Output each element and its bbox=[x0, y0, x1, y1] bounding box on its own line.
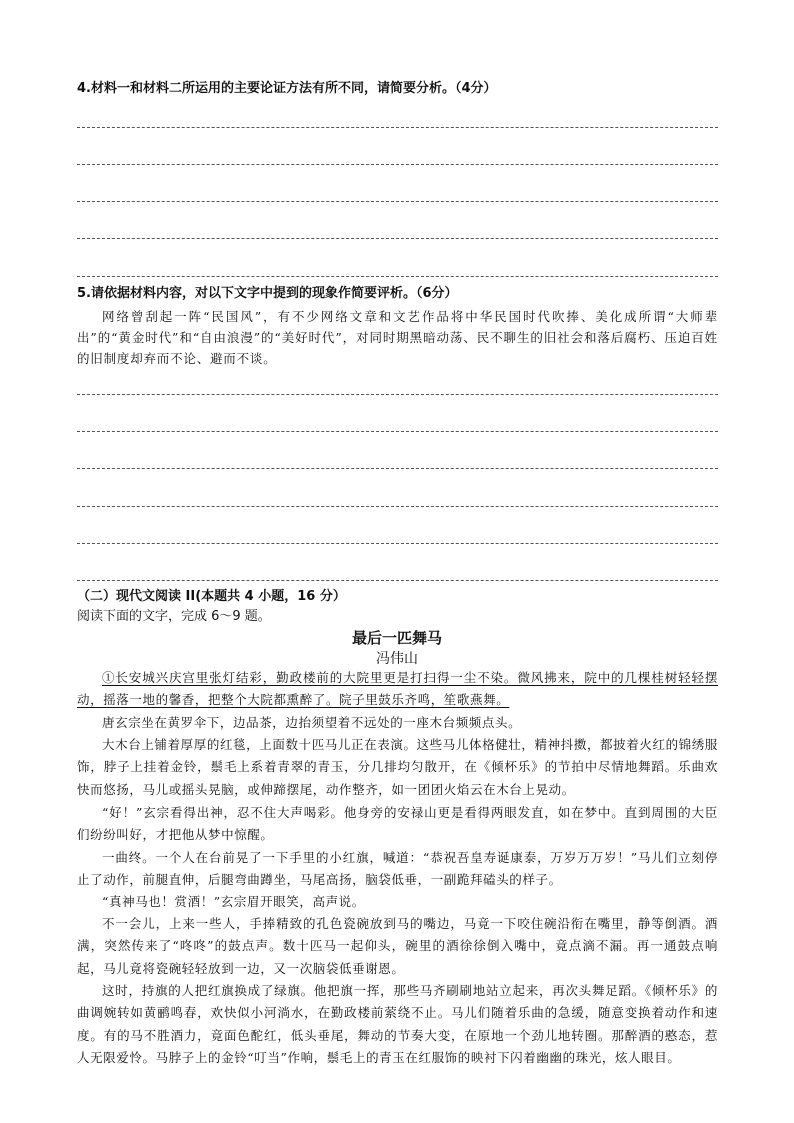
story-paragraph-3: 大木台上铺着厚厚的红毯，上面数十匹马儿正在表演。这些马儿体格健壮，精神抖擞，都披着火红的锦绣服饰，脖子上挂着金铃，鬃毛上系着青翠的青玉，分几排均匀散开，在《倾杯乐》的节拍中尽情地舞蹈。乐曲欢快而悠扬，马儿或摇头晃脑，或伸蹄摆尾，动作整齐，如一团团火焰云在木台上晃动。 bbox=[77, 737, 718, 797]
story-paragraph-4: “好！”玄宗看得出神，忍不住大声喝彩。他身旁的安禄山更是看得两眼发直，如在梦中。直到周围的大臣们纷纷叫好，才把他从梦中惊醒。 bbox=[77, 805, 718, 843]
answer-line bbox=[77, 164, 718, 165]
story-title: 最后一匹舞马 bbox=[351, 629, 442, 647]
story-paragraph-1 bbox=[77, 667, 718, 712]
question-4: 4.材料一和材料二所运用的主要论证方法有所不同，请简要分析。（4分） bbox=[77, 81, 497, 96]
answer-line bbox=[77, 201, 718, 202]
answer-line bbox=[77, 543, 718, 544]
story-paragraph-6: “真神马也！赏酒！”玄宗眉开眼笑，高声说。 bbox=[102, 894, 365, 909]
section-heading: （二）现代文阅读 II(本题共 4 小题，16 分） bbox=[77, 589, 346, 604]
answer-line bbox=[77, 431, 718, 432]
underlined-passage: ①长安城兴庆宫里张灯结彩，勤政楼前的大院里更是打扫得一尘不染。微风拂来，院中的几棵桂树轻轻摆动，摇落一地的馨香，把整个大院都熏醉了。院子里鼓乐齐鸣，笙歌燕舞。 bbox=[77, 670, 718, 708]
section-instruction: 阅读下面的文字，完成 6～9 题。 bbox=[77, 609, 271, 624]
answer-line bbox=[77, 394, 718, 395]
answer-line bbox=[77, 506, 718, 507]
story-author: 冯伟山 bbox=[376, 651, 418, 667]
story-paragraph-5: 一曲终。一个人在台前晃了一下手里的小红旗，喊道：“恭祝吾皇寿诞康泰，万岁万万岁！”马儿们立刻停止了动作，前腿直伸，后腿弯曲蹲坐，马尾高扬，脑袋低垂，一副跪拜磕头的样子。 bbox=[77, 850, 718, 888]
story-paragraph-8: 这时，持旗的人把红旗换成了绿旗。他把旗一挥，那些马齐刷刷地站立起来，再次头舞足蹈。《倾杯乐》的曲调婉转如黄鹂鸣春，欢快似小河淌水，在勤政楼前萦绕不止。马儿们随着乐曲的急缓，随意变换着动作和速度。有的马不胜酒力，竟面色酡红，低头垂尾，舞动的节奏大变，在原地一个劲儿地转圈。那醉酒的憨态，惹人无限爱怜。马脖子上的金铃“叮当”作响，鬃毛上的青玉在红服饰的映衬下闪着幽幽的珠光，炫人眼目。 bbox=[77, 983, 718, 1066]
answer-line bbox=[77, 276, 718, 277]
question-5-quote: 网络曾刮起一阵“民国风”，有不少网络文章和文艺作品将中华民国时代吹捧、美化成所谓“大师辈出”的“黄金时代”和“自由浪漫”的“美好时代”，对同时期黑暗动荡、民不聊生的旧社会和落后腐朽、压迫百姓的旧制度却弃而不论、避而不谈。 bbox=[77, 309, 718, 366]
story-paragraph-7: 不一会儿，上来一些人，手捧精致的孔色瓷碗放到马的嘴边，马竟一下咬住碗沿衔在嘴里，静等倒酒。酒满，突然传来了“咚咚”的鼓点声。数十匹马一起仰头，碗里的酒徐徐倒入嘴中，竟点滴不漏。再一通鼓点响起，马儿竟将瓷碗轻轻放到一边，又一次脑袋低垂谢恩。 bbox=[77, 916, 718, 976]
question-5: 5.请依据材料内容，对以下文字中提到的现象作简要评析。（6分） bbox=[77, 286, 458, 301]
story-paragraph-2: 唐玄宗坐在黄罗伞下，边品茶，边抬须望着不远处的一座木台频频点头。 bbox=[102, 715, 522, 730]
answer-line bbox=[77, 580, 718, 581]
answer-line bbox=[77, 468, 718, 469]
answer-line bbox=[77, 127, 718, 128]
answer-line bbox=[77, 238, 718, 239]
